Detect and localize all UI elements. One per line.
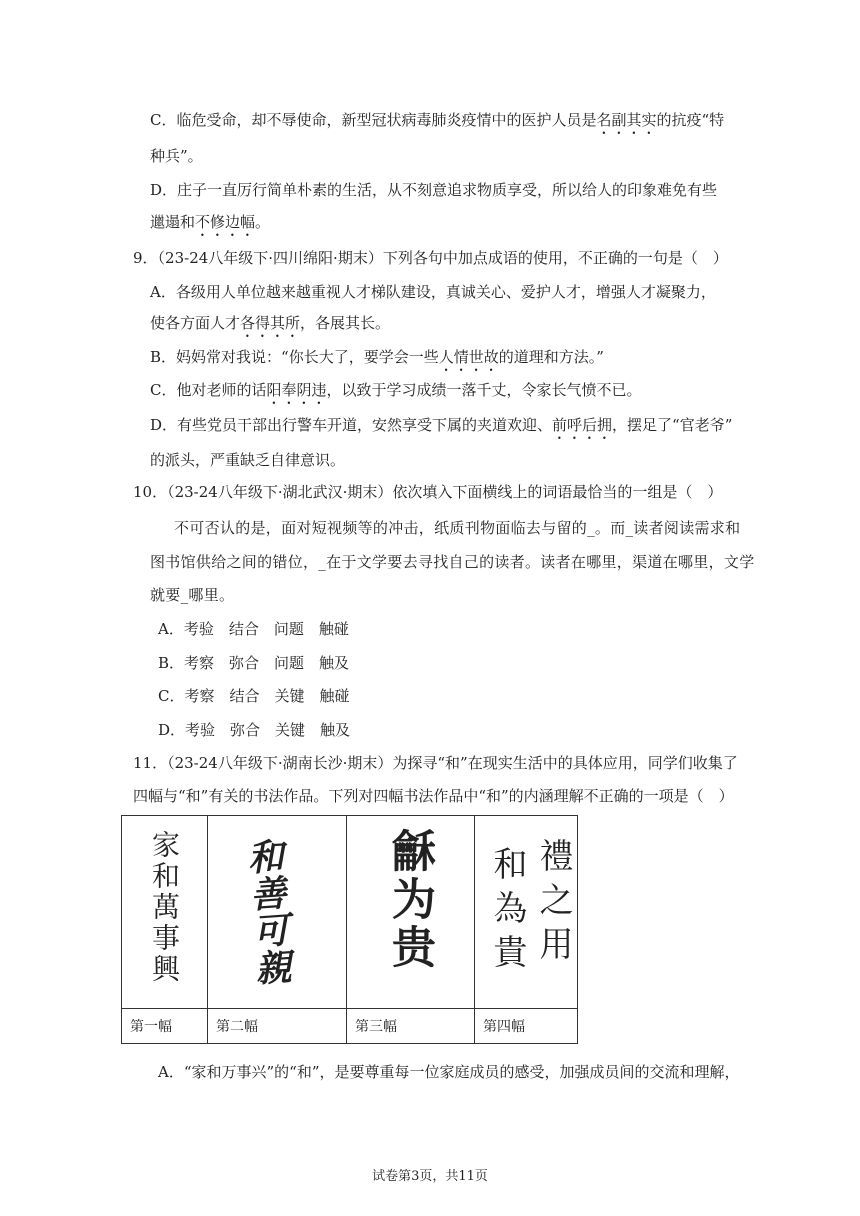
text: ，各展其长。 xyxy=(300,314,391,332)
q10-option-d: D．考验 弥合 关键 触及 xyxy=(158,721,351,739)
calligraphy-work-1 xyxy=(122,816,208,1009)
dotted-idiom: 不修边幅 xyxy=(195,213,256,231)
text: ，以致于学习成绩一落千丈，令家长气愤不已。 xyxy=(326,381,642,399)
dotted-idiom: 人情世故 xyxy=(438,348,499,366)
calligraphy-work-2 xyxy=(208,816,347,1009)
q9-option-d-line2: 的派头，严重缺乏自律意识。 xyxy=(150,451,346,469)
calligraphy-text: 家和萬事興 xyxy=(148,830,181,985)
dotted-idiom: 阳奉阴违 xyxy=(266,381,327,399)
q8-option-c-line2: 种兵”。 xyxy=(150,147,203,165)
caption-work-1: 第一幅 xyxy=(122,1009,208,1044)
q10-option-c: C．考察 结合 关键 触碰 xyxy=(158,687,350,705)
text: C．他对老师的话 xyxy=(150,381,267,399)
calligraphy-text: 龢为贵 xyxy=(384,828,435,972)
text: 的道理和方法。” xyxy=(498,348,604,366)
dotted-idiom: 前呼后拥 xyxy=(552,416,613,434)
caption-work-4: 第四幅 xyxy=(475,1009,578,1044)
q8-option-c-line1 xyxy=(150,110,724,138)
text: ，摆足了“官老爷” xyxy=(612,416,733,434)
q9-option-c xyxy=(150,380,642,408)
q9-option-d-line1 xyxy=(150,415,732,443)
text: 邋遢和 xyxy=(150,213,196,231)
q10-option-a: A．考验 结合 问题 触碰 xyxy=(158,620,349,638)
q10-passage-line2: 图书馆供给之间的错位，_在于文学要去寻找自己的读者。读者在哪里，渠道在哪里，文学 xyxy=(150,553,755,571)
q10-passage-line1: 不可否认的是，面对短视频等的冲击，纸质刊物面临去与留的_。而_读者阅读需求和 xyxy=(174,519,741,537)
calligraphy-text-column-2: 和為貴 xyxy=(487,846,527,978)
text: D．有些党员干部出行警车开道，安然享受下属的夹道欢迎、 xyxy=(150,416,553,434)
calligraphy-text: 和善可親 xyxy=(240,836,294,988)
page-footer: 试卷第3页，共11页 xyxy=(372,1169,488,1184)
q11-stem-line2: 四幅与“和”有关的书法作品。下列对四幅书法作品中“和”的内涵理解不正确的一项是（ ） xyxy=(133,787,734,805)
caption-work-2: 第二幅 xyxy=(208,1009,347,1044)
calligraphy-work-3 xyxy=(347,816,475,1009)
text: C．临危受命，却不辱使命，新型冠状病毒肺炎疫情中的医护人员是 xyxy=(150,111,597,129)
q8-option-d-line1: D．庄子一直厉行简单朴素的生活，从不刻意追求物质享受，所以给人的印象难免有些 xyxy=(150,181,718,199)
text: 。 xyxy=(255,213,271,231)
q9-stem: 9．（23-24八年级下·四川绵阳·期末）下列各句中加点成语的使用，不正确的一句是（ ） xyxy=(133,249,728,267)
q11-stem-line1: 11．（23-24八年级下·湖南长沙·期末）为探寻“和”在现实生活中的具体应用，同学们收集了 xyxy=(133,754,738,772)
q10-passage-line3: 就要_哪里。 xyxy=(150,586,235,604)
caption-work-3: 第三幅 xyxy=(347,1009,475,1044)
dotted-idiom: 各得其所 xyxy=(240,314,301,332)
q9-option-a-line2 xyxy=(150,313,390,341)
text: B．妈妈常对我说：“你长大了，要学会一些 xyxy=(150,348,439,366)
calligraphy-table xyxy=(121,815,578,1044)
q9-option-b xyxy=(150,347,604,375)
q10-stem: 10．（23-24八年级下·湖北武汉·期末）依次填入下面横线上的词语最恰当的一组是（ ） xyxy=(133,483,723,501)
text: 使各方面人才 xyxy=(150,314,241,332)
q10-option-b: B．考察 弥合 问题 触及 xyxy=(158,654,350,672)
calligraphy-text-column-1: 禮之用 xyxy=(533,838,573,970)
calligraphy-work-4 xyxy=(475,816,578,1009)
dotted-idiom: 名副其实 xyxy=(596,111,657,129)
q8-option-d-line2 xyxy=(150,212,270,240)
q9-option-a-line1: A．各级用人单位越来越重视人才梯队建设，真诚关心、爱护人才，增强人才凝聚力， xyxy=(150,283,716,301)
q11-option-a: A．“家和万事兴”的“和”，是要尊重每一位家庭成员的感受，加强成员间的交流和理解， xyxy=(158,1063,740,1081)
text: 的抗疫“特 xyxy=(656,111,725,129)
